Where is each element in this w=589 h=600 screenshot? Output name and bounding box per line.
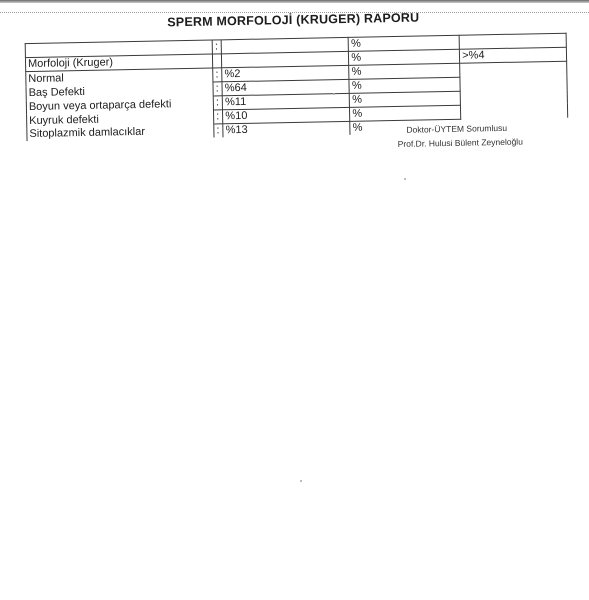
row-value: %11 — [222, 93, 349, 109]
row-colon: : — [214, 124, 223, 138]
row-colon: : — [213, 68, 222, 82]
row-value: %10 — [223, 107, 350, 123]
signature-name: Prof.Dr. Hulusi Bülent Zeyneloğlu — [397, 136, 523, 149]
row-value: %13 — [223, 121, 350, 137]
row-label: Baş Defekti — [26, 82, 213, 100]
row-percent: % — [349, 49, 460, 65]
row-percent: % — [350, 105, 461, 121]
row-percent: % — [352, 121, 363, 134]
row-label: Kuyruk defekti — [27, 110, 214, 128]
row-percent: % — [350, 91, 461, 107]
row-percent: % — [349, 77, 460, 93]
scan-speck — [300, 480, 302, 482]
signature-role: Doktor-ÜYTEM Sorumlusu — [406, 122, 508, 135]
row-label: Normal — [26, 68, 213, 86]
row-label: Sitoplazmik damlacıklar — [27, 124, 214, 141]
row-value: %2 — [222, 65, 349, 81]
row-colon: : — [213, 82, 222, 96]
row-value: %64 — [222, 79, 349, 95]
scan-speck — [404, 178, 406, 180]
row-colon — [213, 54, 222, 68]
header-percent-cell: % — [348, 35, 459, 51]
row-label: Morfoloji (Kruger) — [25, 54, 212, 72]
row-colon: : — [214, 110, 223, 124]
row-colon: : — [213, 96, 222, 110]
report-content — [0, 0, 589, 201]
scan-speck — [333, 93, 335, 95]
row-reference: >%4 — [460, 47, 567, 63]
row-percent: % — [349, 63, 460, 79]
row-label: Boyun veya ortaparça defekti — [26, 96, 213, 114]
header-colon-cell: : — [212, 40, 221, 54]
report-title: SPERM MORFOLOJİ (KRUGER) RAPORU — [167, 10, 420, 30]
